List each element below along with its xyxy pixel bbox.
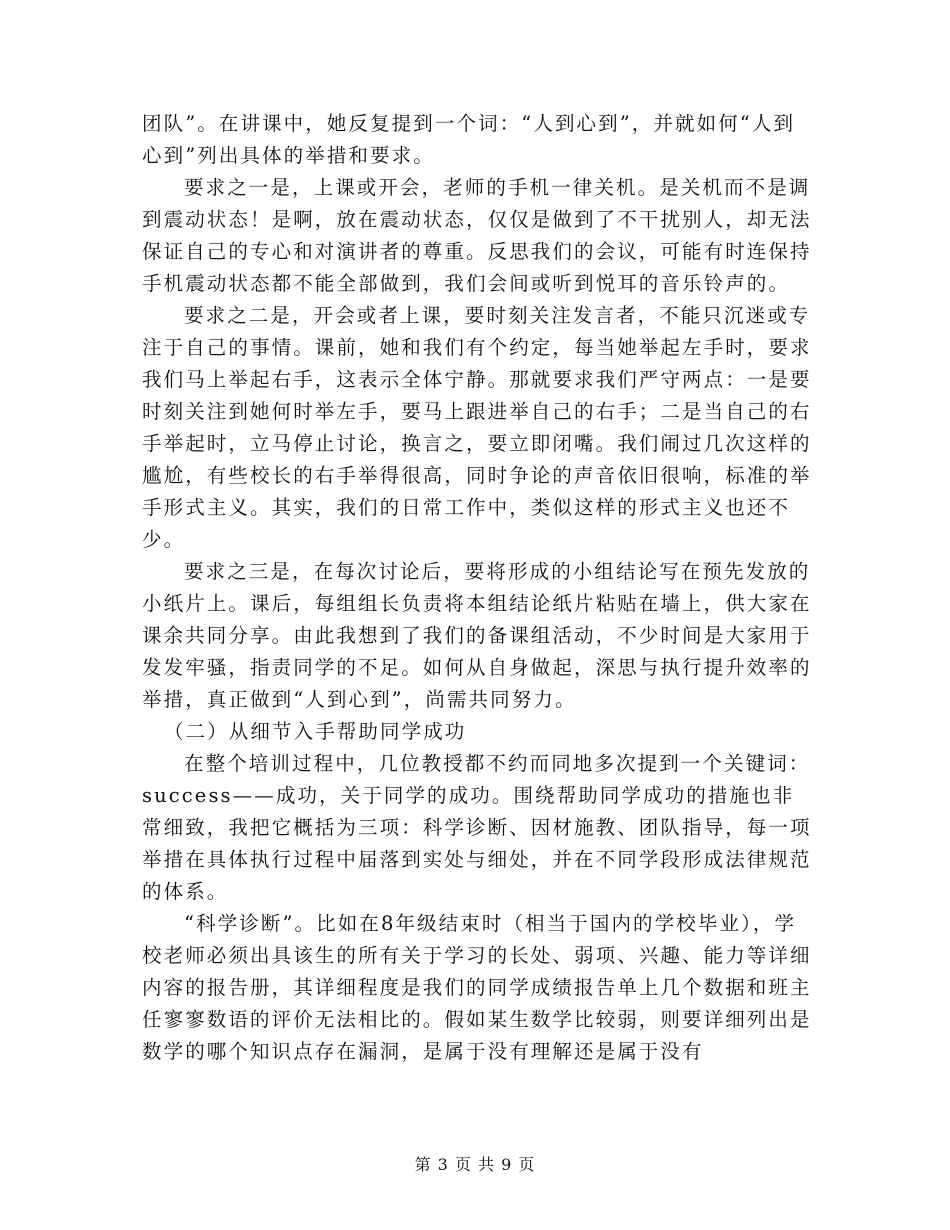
paragraph: “科学诊断”。比如在8年级结束时（相当于国内的学校毕业），学校老师必须出具该生的所有关于学习的长处、弱项、兴趣、能力等详细内容的报告册，其详细程度是我们的同学成绩报告单上几个数据和班主任寥寥数语的评价无法相比的。假如某生数学比较弱，则要详细列出是数学的哪个知识点存在漏洞，是属于没有理解还是属于没有 <box>142 912 812 1063</box>
section-heading: （二）从细节入手帮助同学成功 <box>164 720 467 743</box>
paragraph: 要求之三是，在每次讨论后，要将形成的小组结论写在预先发放的小纸片上。课后，每组组长负责将本组结论纸片粘贴在墙上，供大家在课余共同分享。由此我想到了我们的备课组活动，不少时间是大家用于发发牢骚，指责同学的不足。如何从自身做起，深思与执行提升效率的举措，真正做到“人到心到”，尚需共同努力。 <box>142 560 812 711</box>
paragraph: 要求之二是，开会或者上课，要时刻关注发言者，不能只沉迷或专注于自己的事情。课前，她和我们有个约定，每当她举起左手时，要求我们马上举起右手，这表示全体宁静。那就要求我们严守两点：一是要时刻关注到她何时举左手，要马上跟进举自己的右手；二是当自己的右手举起时，立马停止讨论，换言之，要立即闭嘴。我们闹过几次这样的尴尬，有些校长的右手举得很高，同时争论的声音依旧很响，标准的举手形式主义。其实，我们的日常工作中，类似这样的形式主义也还不少。 <box>142 304 812 551</box>
paragraph: 在整个培训过程中，几位教授都不约而同地多次提到一个关键词：success——成功，关于同学的成功。围绕帮助同学成功的措施也非常细致，我把它概括为三项：科学诊断、因材施教、团队指导，每一项举措在具体执行过程中届落到实处与细处，并在不同学段形成法律规范的体系。 <box>142 752 812 903</box>
page-number-label: 第 3 页 共 9 页 <box>414 1155 536 1174</box>
paragraph: 要求之一是，上课或开会，老师的手机一律关机。是关机而不是调到震动状态！是啊，放在震动状态，仅仅是做到了不干扰别人，却无法保证自己的专心和对演讲者的尊重。反思我们的会议，可能有时连保持手机震动状态都不能全部做到，我们会间或听到悦耳的音乐铃声的。 <box>142 176 812 295</box>
document-body <box>142 108 812 1068</box>
page-footer <box>0 1152 950 1175</box>
paragraph: 团队”。在讲课中，她反复提到一个词：“人到心到”，并就如何“人到心到”列出具体的举措和要求。 <box>142 112 796 167</box>
